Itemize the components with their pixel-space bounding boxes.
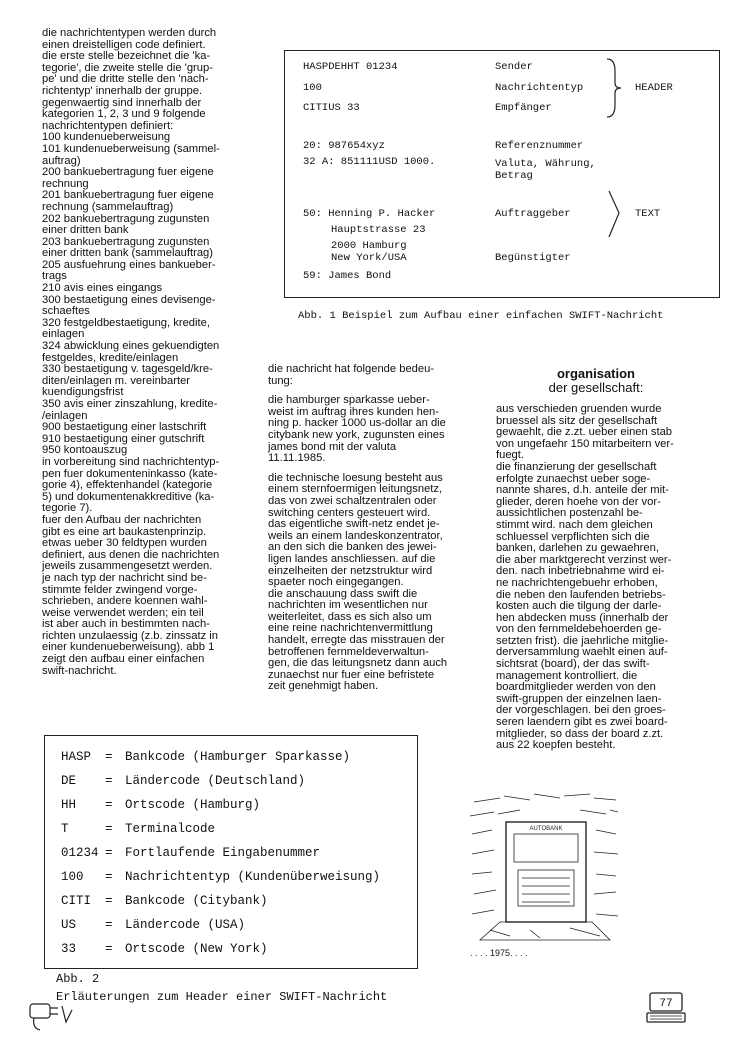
text-line: aus 22 koepfen besteht. bbox=[496, 739, 616, 752]
label-reference: Referenznummer bbox=[495, 140, 584, 152]
msg-field-50: 50: Henning P. Hacker bbox=[303, 208, 436, 220]
text-line: die nachricht hat folgende bedeu- bbox=[268, 363, 435, 375]
text-line: handelt, erregte das misstrauen der bbox=[268, 634, 445, 647]
text-line: kosten auch die tilgung der darle- bbox=[496, 600, 662, 613]
text-line: einzelheiten der netzstruktur wird bbox=[268, 564, 433, 577]
text-line: einer kundenueberweisung). abb 1 bbox=[42, 641, 215, 654]
label-orderer: Auftraggeber bbox=[495, 208, 571, 220]
text-line: 324 abwicklung eines gekuendigten bbox=[42, 340, 220, 353]
label-amount: Betrag bbox=[495, 170, 533, 182]
text-line: die hamburger sparkasse ueber- bbox=[268, 394, 430, 407]
text-line: stimmt wird. nach dem gleichen bbox=[496, 518, 653, 531]
text-line: weiterleitet, dass es sich also um bbox=[268, 610, 432, 623]
code-description: Ortscode (New York) bbox=[125, 942, 268, 956]
text-line: 101 kundenueberweisung (sammel- bbox=[42, 142, 220, 155]
text-line: ne nachrichtengebuehr erhoben, bbox=[496, 576, 658, 589]
text-line: 300 bestaetigung eines devisenge- bbox=[42, 293, 216, 306]
text-line: 205 ausfuehrung eines bankueber- bbox=[42, 258, 216, 271]
msg-type-code: 100 bbox=[303, 82, 322, 94]
text-line: boardmitglieder werden von den bbox=[496, 681, 656, 694]
text-line: richten unzulaessig (z.b. zinssatz in bbox=[42, 629, 218, 642]
msg-field-59: 59: James Bond bbox=[303, 270, 392, 282]
text-line: die anschauung dass swift die bbox=[268, 587, 418, 600]
text-line: 11.11.1985. bbox=[268, 452, 326, 465]
autobank-sign: AUTOBANK bbox=[529, 826, 563, 832]
text-line: definiert, aus denen die nachrichten bbox=[42, 548, 220, 561]
text-line: einen dreistelligen code definiert. bbox=[42, 38, 206, 51]
msg-field-20: 20: 987654xyz bbox=[303, 140, 385, 152]
text-line: einlagen bbox=[42, 328, 85, 341]
msg-field-newyork: New York/USA bbox=[331, 252, 407, 264]
label-header: HEADER bbox=[635, 82, 673, 94]
text-line: tung: bbox=[268, 374, 293, 387]
text-line: 900 bestaetigung einer lastschrift bbox=[42, 421, 207, 434]
text-line: die finanzierung der gesellschaft bbox=[496, 460, 657, 473]
code-explanation-row bbox=[61, 774, 305, 788]
text-line: switching centers gesteuert wird. bbox=[268, 506, 431, 519]
header-explanation-figure bbox=[44, 735, 418, 969]
code-explanation-row bbox=[61, 918, 245, 932]
equals-sign: = bbox=[105, 774, 113, 788]
code-explanation-row bbox=[61, 870, 380, 884]
text-line: die technische loesung besteht aus bbox=[268, 471, 443, 484]
text-line: swift-gruppen der einzelnen laen- bbox=[496, 692, 662, 705]
text-line: 320 festgeldbestaetigung, kredite, bbox=[42, 316, 210, 329]
text-line: pe' und die dritte stelle den 'nach- bbox=[42, 73, 209, 86]
text-line: /einlagen bbox=[42, 409, 88, 422]
code-explanation-row bbox=[61, 750, 350, 764]
code-term: HASP bbox=[61, 750, 92, 764]
text-line: gibt es eine art baukastenprinzip. bbox=[42, 525, 207, 538]
text-line: 950 kontoauszug bbox=[42, 444, 128, 457]
text-line: von ungefaehr 150 mitarbeitern ver- bbox=[496, 437, 674, 450]
text-brace bbox=[607, 189, 627, 239]
equals-sign: = bbox=[105, 798, 113, 812]
code-explanation-row bbox=[61, 846, 320, 860]
text-line: schaeftes bbox=[42, 305, 90, 318]
section-subheading: der gesellschaft: bbox=[548, 380, 644, 395]
text-line: glieder, deren hoehe von der vor- bbox=[496, 495, 661, 508]
msg-sender-code: HASPDEHHT 01234 bbox=[303, 61, 398, 73]
code-description: Ländercode (Deutschland) bbox=[125, 774, 306, 788]
text-line: gorie 4), effektenhandel (kategorie bbox=[42, 479, 213, 492]
text-line: aus verschieden gruenden wurde bbox=[496, 403, 662, 415]
text-line: festgeldes, kredite/einlagen bbox=[42, 351, 179, 364]
text-line: rechnung bbox=[42, 177, 89, 190]
code-term: 01234 bbox=[61, 846, 99, 860]
section-heading-organisation: organisation bbox=[556, 366, 635, 381]
page-number-computer-icon bbox=[646, 992, 686, 1024]
page-number: 77 bbox=[659, 998, 673, 1010]
text-line: richtentyp' innerhalb der gruppe. bbox=[42, 84, 203, 97]
label-message-type: Nachrichtentyp bbox=[495, 82, 584, 94]
text-line: 350 avis einer zinszahlung, kredite- bbox=[42, 398, 218, 410]
text-line: einem sternfoermigen leitungsnetz, bbox=[268, 483, 443, 496]
text-line: fuegt. bbox=[496, 449, 524, 462]
text-line: jeweils zusammengesetzt werden. bbox=[42, 560, 213, 573]
text-line: eine reine nachrichtenvermittlung bbox=[268, 622, 433, 635]
equals-sign: = bbox=[105, 942, 113, 956]
plug-logo-icon bbox=[26, 996, 78, 1036]
text-line: 202 bankuebertragung zugunsten bbox=[42, 212, 210, 225]
text-line: zunaechst nur fuer eine befristete bbox=[268, 668, 435, 681]
code-term: 33 bbox=[61, 942, 77, 956]
text-line: ist aber auch in bestimmten nach- bbox=[42, 618, 210, 631]
code-description: Bankcode (Hamburger Sparkasse) bbox=[125, 750, 351, 764]
text-line: schluessel verpflichten sich die bbox=[496, 530, 650, 543]
text-line: gegenwaertig sind innerhalb der bbox=[42, 96, 202, 109]
label-text: TEXT bbox=[635, 208, 661, 220]
msg-field-50-street: Hauptstrasse 23 bbox=[331, 224, 426, 236]
swift-message-figure bbox=[284, 50, 720, 298]
text-line: von den fernmeldebehoerden ge- bbox=[496, 623, 662, 636]
text-line: gen, die das leitungsnetz dann auch bbox=[268, 657, 448, 670]
text-line: nachrichtentypen definiert: bbox=[42, 119, 174, 132]
text-line: auftrag) bbox=[42, 154, 81, 167]
msg-field-50-city: 2000 Hamburg bbox=[331, 240, 407, 252]
text-line: 100 kundenueberweisung bbox=[42, 131, 171, 144]
text-line: 201 bankuebertragung fuer eigene bbox=[42, 189, 214, 202]
header-brace bbox=[605, 57, 625, 119]
text-line: das eigentliche swift-netz endet je- bbox=[268, 518, 440, 531]
code-description: Fortlaufende Eingabenummer bbox=[125, 846, 321, 860]
text-line: ligen landes anschliessen. auf die bbox=[268, 552, 436, 565]
text-line: die nachrichtentypen werden durch bbox=[42, 27, 217, 39]
text-line: betroffenen fernmeldeverwaltun- bbox=[268, 645, 429, 658]
code-term: T bbox=[61, 822, 69, 836]
text-line: banken, darlehen zu gewaehren, bbox=[496, 542, 659, 555]
text-line: je nach typ der nachricht sind be- bbox=[42, 571, 207, 584]
text-line: in vorbereitung sind nachrichtentyp- bbox=[42, 455, 220, 468]
text-line: erfolgte zunaechst ueber soge- bbox=[496, 472, 651, 485]
text-line: management kontrolliert. die bbox=[496, 669, 638, 682]
text-line: zeit genehmigt haben. bbox=[268, 680, 379, 693]
code-description: Terminalcode bbox=[125, 822, 216, 836]
text-line: die neben den laufenden betriebs- bbox=[496, 588, 666, 601]
code-explanation-row bbox=[61, 798, 260, 812]
equals-sign: = bbox=[105, 918, 113, 932]
text-line: die erste stelle bezeichnet die 'ka- bbox=[42, 50, 211, 63]
text-line: tegorie 7). bbox=[42, 502, 93, 515]
text-line: sichtsrat (board), der das swift- bbox=[496, 658, 650, 671]
text-line: 5) und dokumentenakkreditive (ka- bbox=[42, 490, 215, 503]
equals-sign: = bbox=[105, 846, 113, 860]
label-receiver: Empfänger bbox=[495, 102, 552, 114]
text-column-left bbox=[42, 28, 244, 677]
code-description: Ländercode (USA) bbox=[125, 918, 246, 932]
text-line: setzten frist). die jaehrliche mitglie- bbox=[496, 634, 669, 647]
text-line: 210 avis eines eingangs bbox=[42, 282, 163, 295]
text-column-right bbox=[496, 404, 696, 752]
text-line: an den sich die banken des jewei- bbox=[268, 541, 437, 554]
text-line: aussichtlichen postenzahl be- bbox=[496, 507, 643, 520]
text-line: trags bbox=[42, 270, 67, 283]
text-line: derversammlung waehlt einen auf- bbox=[496, 646, 668, 659]
code-term: HH bbox=[61, 798, 77, 812]
code-explanation-row bbox=[61, 894, 268, 908]
equals-sign: = bbox=[105, 870, 113, 884]
text-line: weist im auftrag ihres kunden hen- bbox=[268, 405, 440, 418]
label-value-currency: Valuta, Währung, bbox=[495, 158, 596, 170]
code-term: CITI bbox=[61, 894, 92, 908]
text-line: kategorien 1, 2, 3 und 9 folgende bbox=[42, 108, 206, 121]
text-line: der vorgeschlagen. bei den groes- bbox=[496, 704, 666, 717]
text-line: spaeter noch eingegangen. bbox=[268, 576, 404, 589]
code-term: 100 bbox=[61, 870, 84, 884]
sketch-caption: . . . . 1975. . . . bbox=[470, 948, 528, 958]
text-line: weils an einem landeskonzentrator, bbox=[268, 529, 443, 542]
text-line: gewaehlt, die z.zt. ueber einen stab bbox=[496, 426, 673, 439]
text-line: die aber marktgerecht verzinst wer- bbox=[496, 553, 672, 566]
text-line: 200 bankuebertragung fuer eigene bbox=[42, 166, 214, 179]
code-term: US bbox=[61, 918, 77, 932]
text-line: den. nach inbetriebnahme wird ei- bbox=[496, 565, 665, 578]
text-line: hen abdecken muss (innerhalb der bbox=[496, 611, 669, 624]
text-line: einer dritten bank (sammelauftrag) bbox=[42, 247, 213, 260]
text-line: ning p. hacker 1000 us-dollar an die bbox=[268, 417, 446, 430]
code-description: Nachrichtentyp (Kundenüberweisung) bbox=[125, 870, 381, 884]
text-line: rechnung (sammelauftrag) bbox=[42, 200, 174, 213]
text-line: etwas ueber 30 feldtypen wurden bbox=[42, 537, 207, 550]
text-line: zeigt den aufbau einer einfachen bbox=[42, 653, 205, 666]
figure2-caption-text: Erläuterungen zum Header einer SWIFT-Nachricht bbox=[56, 990, 388, 1004]
equals-sign: = bbox=[105, 750, 113, 764]
label-beneficiary: Begünstigter bbox=[495, 252, 571, 264]
text-line: bruessel als sitz der gesellschaft bbox=[496, 414, 658, 427]
code-description: Ortscode (Hamburg) bbox=[125, 798, 261, 812]
text-line: 203 bankuebertragung zugunsten bbox=[42, 235, 210, 248]
text-line: weise verwendet werden; ein teil bbox=[42, 606, 204, 619]
figure1-caption: Abb. 1 Beispiel zum Aufbau einer einfachen SWIFT-Nachricht bbox=[298, 310, 664, 322]
text-line: stimmte felder zwingend vorge- bbox=[42, 583, 198, 596]
code-description: Bankcode (Citybank) bbox=[125, 894, 268, 908]
text-line: citybank new york, zugunsten eines bbox=[268, 428, 445, 441]
text-line: nachrichten im wesentlichen nur bbox=[268, 599, 428, 612]
code-term: DE bbox=[61, 774, 77, 788]
text-line: diten/einlagen m. vereinbarter bbox=[42, 374, 191, 387]
text-line: swift-nachricht. bbox=[42, 664, 117, 677]
code-explanation-row bbox=[61, 822, 215, 836]
text-line: 330 bestaetigung v. tagesgeld/kre- bbox=[42, 363, 213, 376]
figure2-caption-number: Abb. 2 bbox=[56, 972, 100, 986]
text-line: kuendigungsfrist bbox=[42, 386, 124, 399]
text-line: einer dritten bank bbox=[42, 224, 129, 237]
msg-field-32a: 32 A: 851111USD 1000. bbox=[303, 156, 436, 168]
label-sender: Sender bbox=[495, 61, 533, 73]
text-line: das von zwei schaltzentralen oder bbox=[268, 494, 437, 507]
text-line: seren laendern gibt es zwei board- bbox=[496, 716, 668, 729]
msg-receiver-code: CITIUS 33 bbox=[303, 102, 360, 114]
text-line: mitglieder, so dass der board z.zt. bbox=[496, 727, 664, 740]
text-line: tegorie', die zweite stelle die 'grup- bbox=[42, 61, 213, 74]
autobank-sketch bbox=[470, 790, 618, 948]
text-line: james bond mit der valuta bbox=[268, 440, 397, 453]
text-line: schrieben, andere koennen wahl- bbox=[42, 595, 208, 608]
equals-sign: = bbox=[105, 894, 113, 908]
text-line: fuer den Aufbau der nachrichten bbox=[42, 513, 202, 526]
text-column-middle bbox=[268, 364, 462, 693]
equals-sign: = bbox=[105, 822, 113, 836]
code-explanation-row bbox=[61, 942, 268, 956]
text-line: 910 bestaetigung einer gutschrift bbox=[42, 432, 205, 445]
text-line: pen fuer dokumenteninkasso (kate- bbox=[42, 467, 218, 480]
text-line: nannte shares, d.h. anteile der mit- bbox=[496, 484, 669, 497]
